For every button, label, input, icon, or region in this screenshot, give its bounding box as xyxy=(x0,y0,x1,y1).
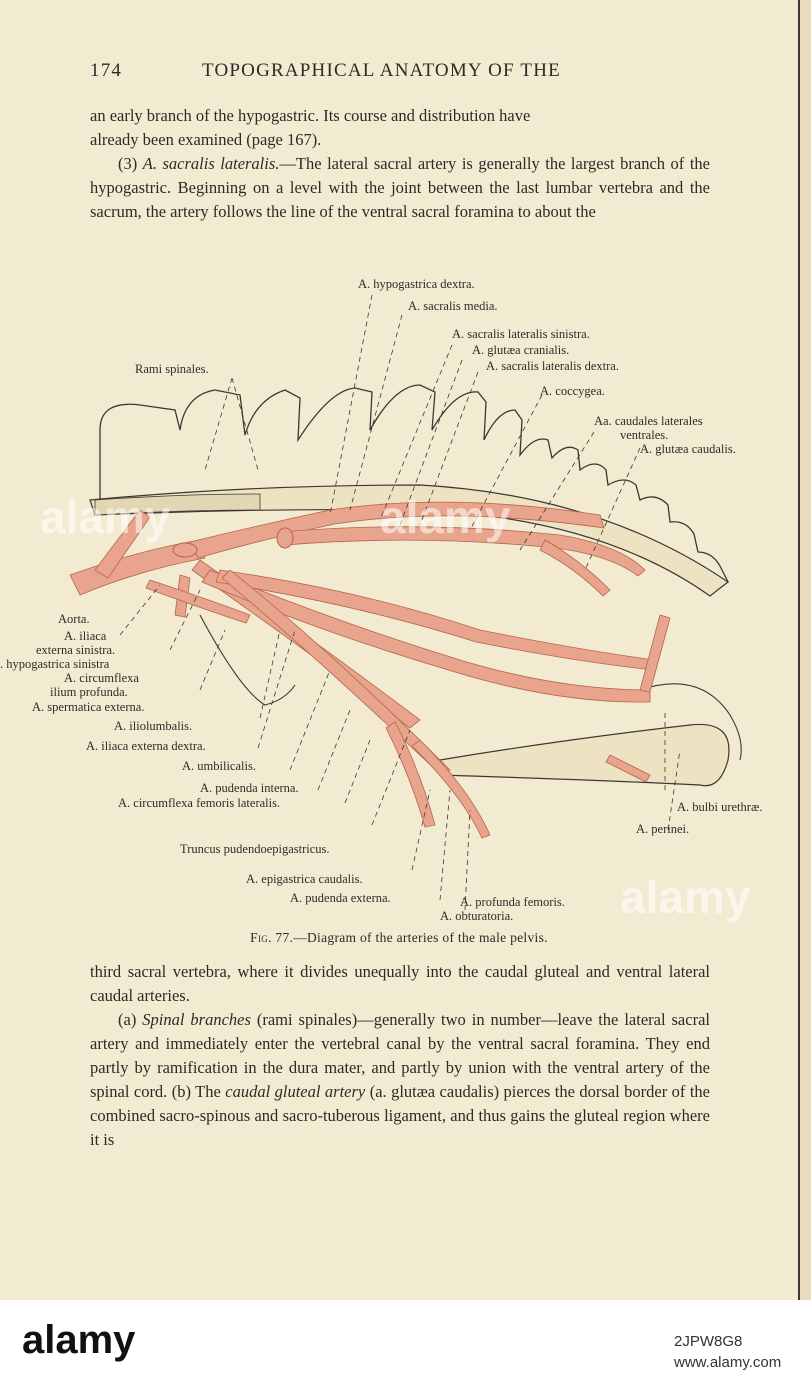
label-caudales-laterales-1: Aa. caudales laterales xyxy=(594,414,703,428)
para-4-label-a: (a) xyxy=(118,1010,143,1029)
label-iliolumbalis: A. iliolumbalis. xyxy=(114,719,193,733)
para-4-label-b: (b) The xyxy=(171,1082,226,1101)
watermark-2: alamy xyxy=(380,491,511,543)
label-circumflexa-1: A. circumflexa xyxy=(64,671,139,685)
para-3: third sacral vertebra, where it divides unequally into the caudal gluteal and ventral lateral caudal arteries. xyxy=(90,962,710,1005)
image-id: 2JPW8G8 xyxy=(674,1333,743,1350)
stock-url: www.alamy.com xyxy=(674,1354,782,1371)
watermark-3: alamy xyxy=(620,871,751,923)
label-pudenda-externa: A. pudenda externa. xyxy=(290,891,391,905)
label-bulbi-urethrae: A. bulbi urethræ. xyxy=(677,800,763,814)
para-1-line-2: already been examined (page 167). xyxy=(90,130,322,149)
running-title: TOPOGRAPHICAL ANATOMY OF THE xyxy=(202,60,561,81)
page-edge xyxy=(798,0,811,1300)
label-glutaea-cranialis: A. glutæa cranialis. xyxy=(472,343,570,357)
running-head xyxy=(90,60,710,88)
para-4-term-2: caudal gluteal artery xyxy=(225,1082,366,1101)
anatomy-diagram xyxy=(0,270,798,920)
label-circumflexa-femoris: A. circumflexa femoris lateralis. xyxy=(118,796,281,810)
figure-caption xyxy=(0,930,798,946)
para-2-term: A. sacralis lateralis. xyxy=(142,154,280,173)
vessel-cross-section xyxy=(173,543,197,557)
label-rami-spinales: Rami spinales. xyxy=(135,362,209,376)
alamy-logo: alamy xyxy=(22,1318,136,1362)
label-obturatoria: A. obturatoria. xyxy=(440,909,514,920)
figure-arteries-pelvis xyxy=(0,270,798,920)
para-4-term: Spinal branches xyxy=(142,1010,251,1029)
artery-tree xyxy=(70,502,670,838)
label-sacralis-lateralis-sinistra: A. sacralis lateralis sinistra. xyxy=(452,327,590,341)
label-profunda-femoris: A. profunda femoris. xyxy=(460,895,565,909)
label-coccygea: A. coccygea. xyxy=(540,384,605,398)
label-epigastrica-caudalis: A. epigastrica caudalis. xyxy=(246,872,363,886)
label-hypogastrica-sinistra: . hypogastrica sinistra xyxy=(0,657,110,671)
para-2-number: (3) xyxy=(118,154,143,173)
watermark-1: alamy xyxy=(40,491,171,543)
label-circumflexa-2: ilium profunda. xyxy=(50,685,128,699)
para-4-body: (rami spinales)—generally two in number—leave the lateral sacral artery and immediately enter the vertebral canal by the ventral sacral foramina. They end partly by ramification in the dura mater, and partly by union with the ventral artery of the spinal cord. xyxy=(90,1010,710,1101)
label-sacralis-media: A. sacralis media. xyxy=(408,299,498,313)
text-top xyxy=(90,104,710,224)
text-bottom xyxy=(90,960,710,1152)
label-truncus-pudendoepigastricus: Truncus pudendoepigastricus. xyxy=(180,842,330,856)
para-2 xyxy=(90,152,710,224)
label-aorta: Aorta. xyxy=(58,612,90,626)
label-iliaca-externa-dextra: A. iliaca externa dextra. xyxy=(86,739,206,753)
figure-caption-text: —Diagram of the arteries of the male pelvis. xyxy=(293,930,548,945)
label-glutaea-caudalis: A. glutæa caudalis. xyxy=(640,442,736,456)
label-iliaca-1: A. iliaca xyxy=(64,629,107,643)
label-perinei: A. perinei. xyxy=(636,822,690,836)
page-number: 174 xyxy=(90,60,123,81)
label-caudales-laterales-2: ventrales. xyxy=(620,428,669,442)
para-1-line-1: an early branch of the hypogastric. Its course and distribution have xyxy=(90,106,531,125)
label-hypogastrica-dextra: A. hypogastrica dextra. xyxy=(358,277,475,291)
para-4-body-2: (a. glutæa caudalis) pierces the dorsal border of the combined sacro-spinous and sacro-tuberous ligament, and thus gains the gluteal region where it is xyxy=(90,1082,710,1149)
label-pudenda-interna: A. pudenda interna. xyxy=(200,781,299,795)
label-sacralis-lateralis-dextra: A. sacralis lateralis dextra. xyxy=(486,359,619,373)
bulbi-urethrae-artery xyxy=(640,615,670,692)
label-iliaca-2: externa sinistra. xyxy=(36,643,116,657)
para-2-body: —The lateral sacral artery is generally the largest branch of the hypogastric. Beginning on a level with the joint between the last lumbar vertebra and the sacrum, the artery follows the line of the ventral sacral foramina to about the xyxy=(90,154,710,221)
para-4 xyxy=(90,1008,710,1152)
vessel-cross-section-2 xyxy=(277,528,293,548)
label-umbilicalis: A. umbilicalis. xyxy=(182,759,256,773)
label-spermatica-externa: A. spermatica externa. xyxy=(32,700,145,714)
figure-number: Fig. 77. xyxy=(250,930,294,945)
pubic-region xyxy=(440,724,729,785)
